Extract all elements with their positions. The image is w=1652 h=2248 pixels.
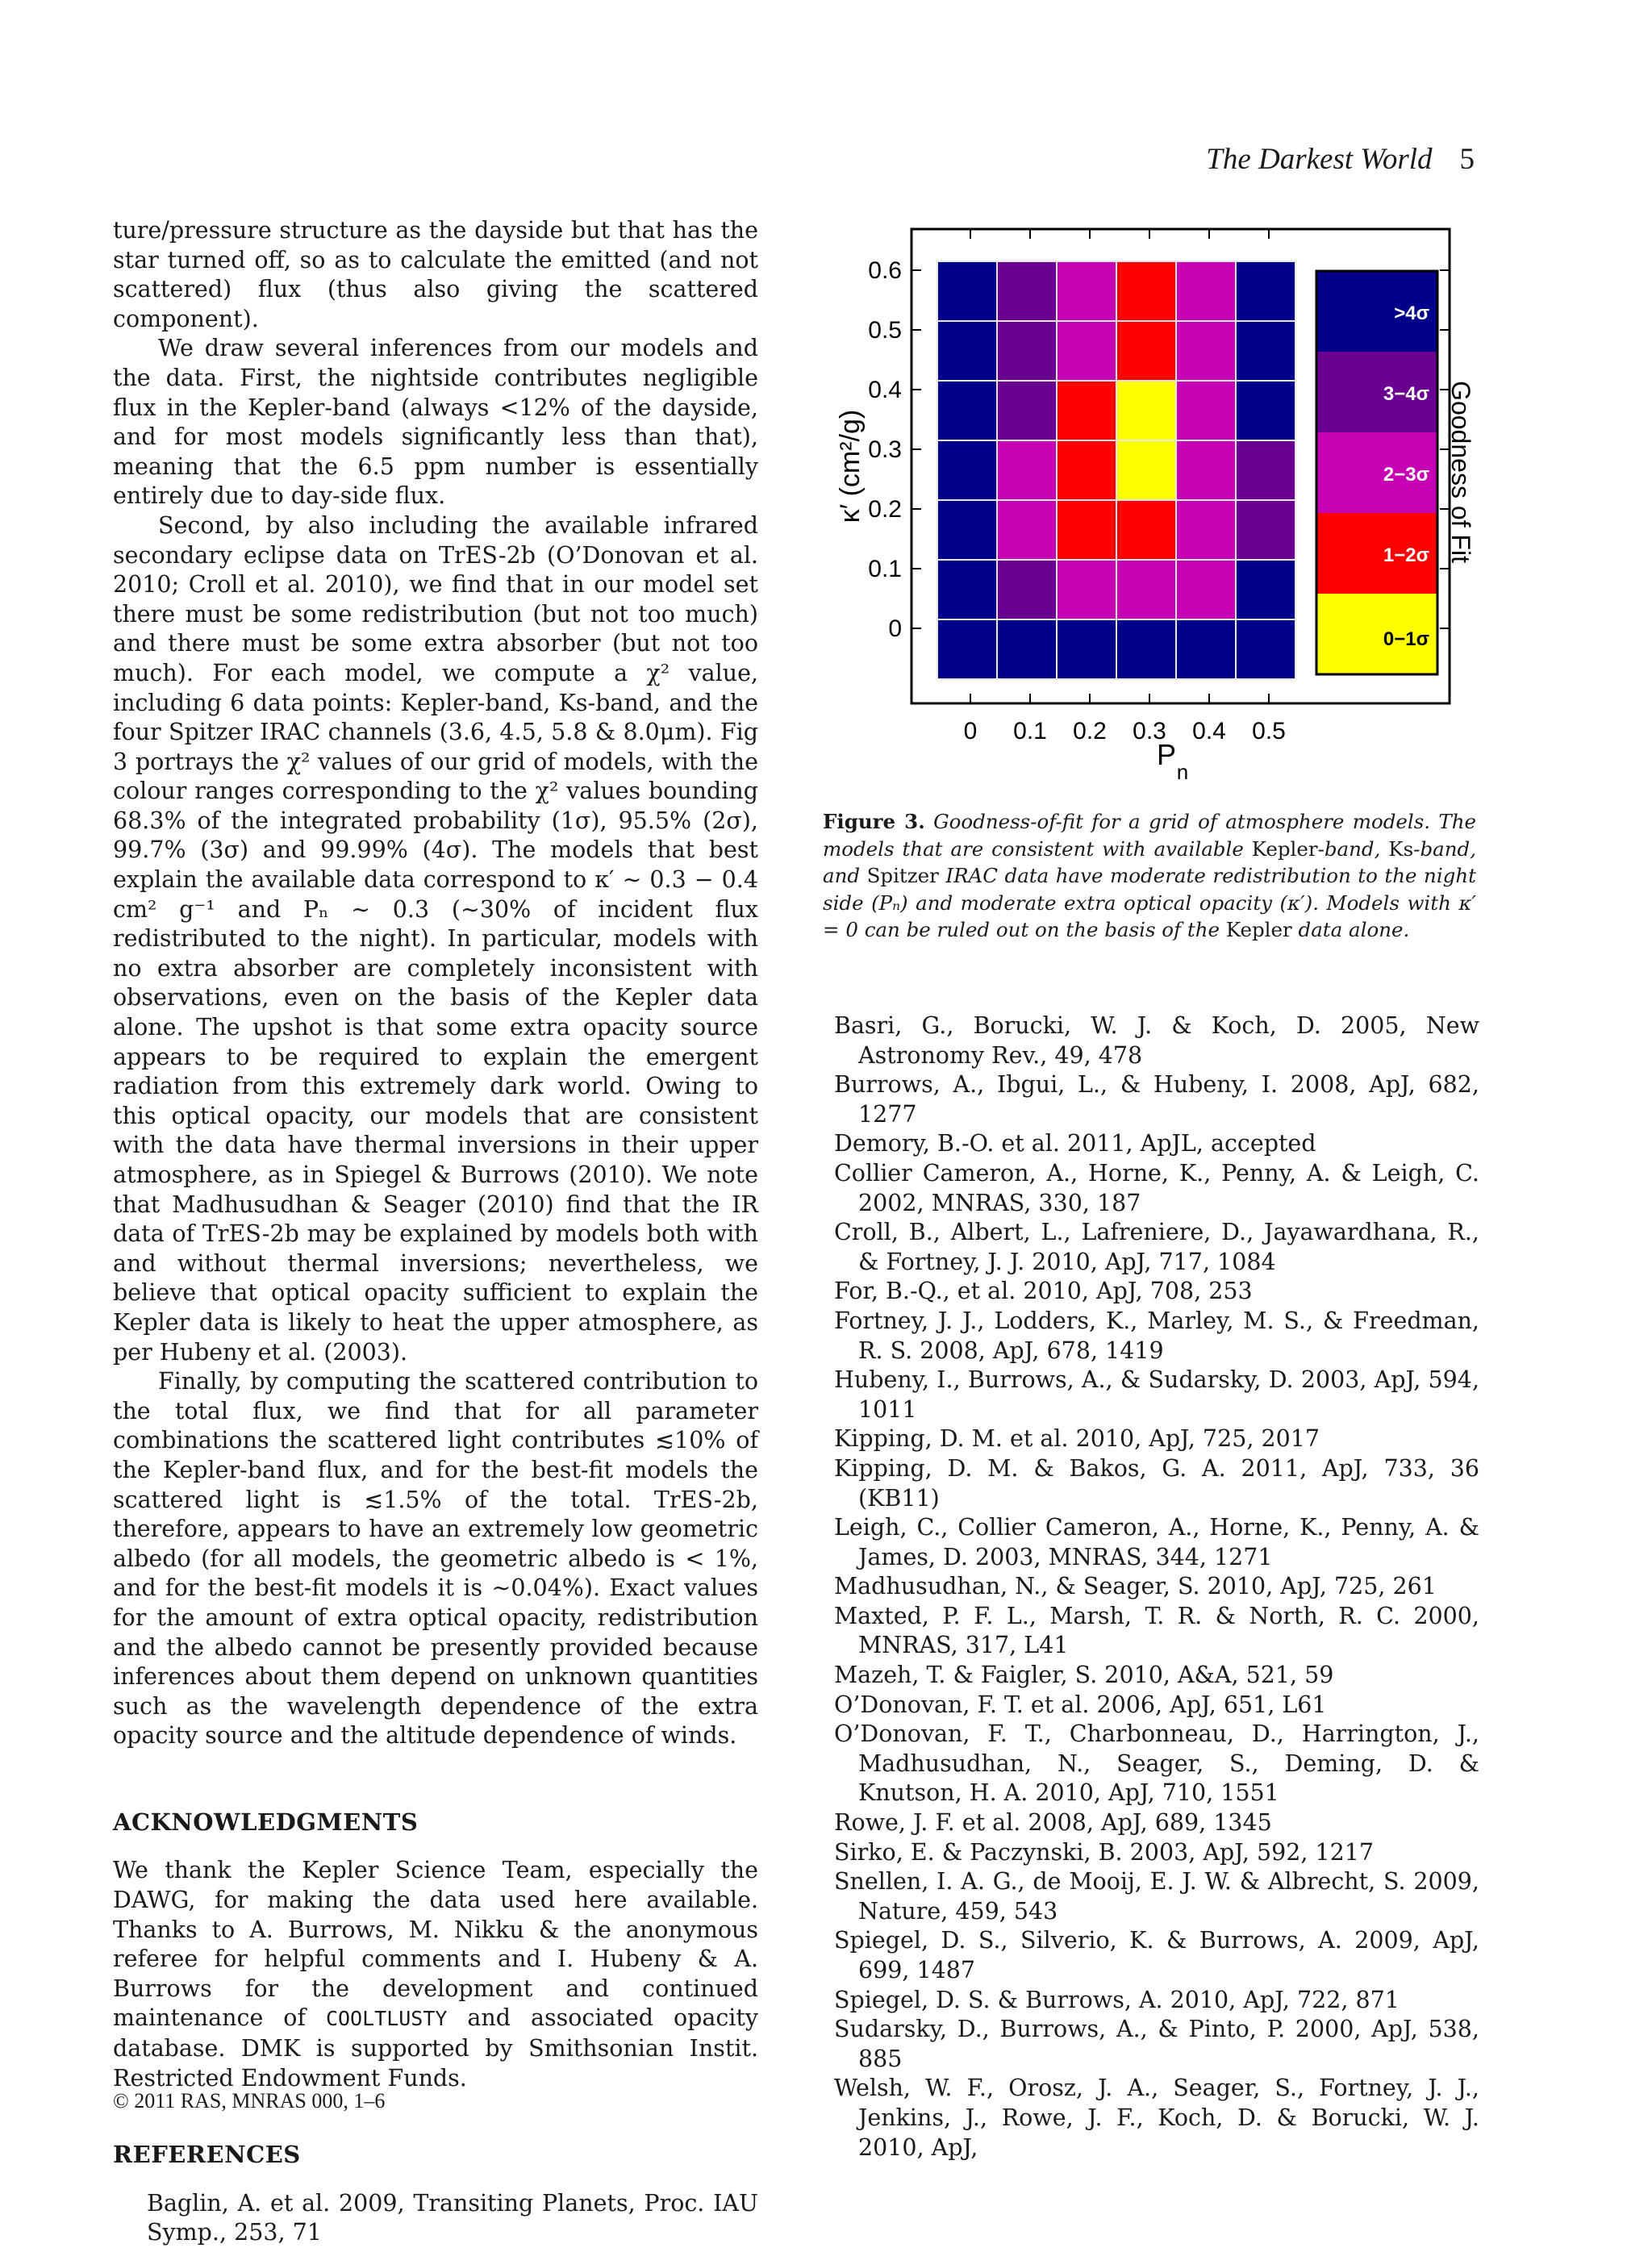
paragraph: Finally, by computing the scattered contribution to the total flux, we find that for all parameter combinations the scattered light contributes ≲10% of the Kepler-band flux, and for the best-fit models the scattered light is ≲1.5% of the total. TrES-2b, therefore, appears to have an extremely low geometric albedo (for all models, the geometric albedo is < 1%, and for the best-fit models it is ∼0.04%). Exact values for the amount of extra optical opacity, redistribution and the albedo cannot be presently provided because inferences about them depend on unknown quantities such as the wavelength dependence of the extra opacity source and the altitude dependence of winds. <box>113 1368 758 1750</box>
running-title: The Darkest World <box>1206 143 1433 176</box>
y-tick-label: 0 <box>888 615 902 642</box>
running-head <box>1206 142 1475 177</box>
heatmap-cell <box>1176 440 1236 500</box>
heatmap-cell <box>1116 381 1176 440</box>
heatmap-cell <box>997 381 1057 440</box>
reference-item: Croll, B., Albert, L., Lafreniere, D., Jayawardhana, R., & Fortney, J. J. 2010, ApJ, 717, 1084 <box>834 1219 1479 1275</box>
reference-item: Baglin, A. et al. 2009, Transiting Planets, Proc. IAU Symp., 253, 71 <box>147 2189 758 2246</box>
x-tick-label: 0.3 <box>1133 718 1166 744</box>
reference-item: For, B.-Q., et al. 2010, ApJ, 708, 253 <box>834 1278 1253 1305</box>
reference-item: Snellen, I. A. G., de Mooij, E. J. W. & Albrecht, S. 2009, Nature, 459, 543 <box>834 1868 1479 1925</box>
colorbar-label: 3−4σ <box>1383 383 1429 405</box>
figure-caption <box>823 808 1476 944</box>
heatmap-cell <box>1176 500 1236 560</box>
ack-text-b: and associated opacity database. DMK is supported by Smithsonian Instit. Restricted Endowment Funds. <box>113 2004 758 2092</box>
references-heading: REFERENCES <box>113 2141 301 2169</box>
reference-item: Sirko, E. & Paczynski, B. 2003, ApJ, 592, 1217 <box>834 1838 1375 1866</box>
caption-text: -band, and <box>823 836 1476 887</box>
caption-text: -band, <box>1317 836 1381 861</box>
caption-text: IRAC data have moderate redistribution to the night side (Pₙ) and moderate extra optical opacity (κ′). Models with κ′ = 0 can be ruled out on the basis of the <box>823 864 1476 941</box>
paragraph: ture/pressure structure as the dayside but that has the star turned off, so as to calculate the emitted (and not scattered) flux (thus also giving the scattered component). <box>113 217 758 332</box>
caption-text: Goodness-of-fit for a grid of atmosphere models. The models that are consistent with available <box>823 810 1476 861</box>
heatmap-cell <box>1176 619 1236 679</box>
footer: © 2011 RAS, MNRAS 000, 1–6 <box>113 2089 386 2112</box>
figure-3 <box>823 218 1492 799</box>
left-column <box>113 216 758 2248</box>
caption-ks: Ks <box>1388 836 1414 861</box>
colorbar-title: Goodness of Fit <box>1446 381 1475 563</box>
heatmap-cell <box>1236 440 1295 500</box>
x-axis-label-subscript: n <box>1176 760 1189 784</box>
heatmap-cell <box>1057 619 1116 679</box>
ack-code-name: COOLTLUSTY <box>325 2007 448 2031</box>
reference-item: Collier Cameron, A., Horne, K., Penny, A. & Leigh, C. 2002, MNRAS, 330, 187 <box>834 1159 1479 1216</box>
heatmap-cell <box>937 619 997 679</box>
heatmap-cell <box>1176 560 1236 619</box>
colorbar-label: 0−1σ <box>1383 628 1429 650</box>
heatmap-cell <box>1236 560 1295 619</box>
heatmap-cell <box>1057 261 1116 321</box>
reference-item: Burrows, A., Ibgui, L., & Hubeny, I. 2008, ApJ, 682, 1277 <box>834 1071 1479 1128</box>
paragraph: Second, by also including the available infrared secondary eclipse data on TrES-2b (O’Donovan et al. 2010; Croll et al. 2010), we find that in our model set there must be some redistribution (but not too much) and there must be some extra absorber (but not too much). For each model, we compute a χ² value, including 6 data points: Kepler-band, Ks-band, and the four Spitzer IRAC channels (3.6, 4.5, 5.8 & 8.0μm). Fig 3 portrays the χ² values of our grid of models, with the colour ranges corresponding to the χ² values bounding 68.3% of the integrated probability (1σ), 95.5% (2σ), 99.7% (3σ) and 99.99% (4σ). The models that best explain the available data correspond to κ′ ∼ 0.3 − 0.4 cm² g⁻¹ and Pₙ ∼ 0.3 (∼30% of incident flux redistributed to the night). In particular, models with no extra absorber are completely inconsistent with observations, even on the basis of the Kepler data alone. The upshot is that some extra opacity source appears to be required to explain the emergent radiation from this extremely dark world. Owing to this optical opacity, our models that are consistent with the data have thermal inversions in their upper atmosphere, as in Spiegel & Burrows (2010). We note that Madhusudhan & Seager (2010) find that the IR data of TrES-2b may be explained by models both with and without thermal inversions; nevertheless, we believe that optical opacity sufficient to explain the Kepler data is likely to heat the upper atmosphere, as per Hubeny et al. (2003). <box>113 511 758 1366</box>
heatmap-cell <box>1236 321 1295 381</box>
heatmap-cell <box>1176 381 1236 440</box>
heatmap-cell <box>1236 381 1295 440</box>
heatmap-cell <box>1236 619 1295 679</box>
heatmap-cell <box>1116 440 1176 500</box>
reference-item: Leigh, C., Collier Cameron, A., Horne, K., Penny, A. & James, D. 2003, MNRAS, 344, 1271 <box>834 1514 1479 1570</box>
heatmap-cell <box>997 321 1057 381</box>
heatmap-cell <box>997 619 1057 679</box>
caption-kepler: Kepler <box>1225 918 1292 941</box>
x-tick-label: 0.5 <box>1252 718 1286 744</box>
ack-text-a: We thank the Kepler Science Team, especially the DAWG, for making the data used here available. Thanks to A. Burrows, M. Nikku & the anonymous referee for helpful comments and I. Hubeny & A. Burrows for the development and continued maintenance of <box>113 1857 758 2032</box>
heatmap-cell <box>1057 500 1116 560</box>
reference-item: Fortney, J. J., Lodders, K., Marley, M. S., & Freedman, R. S. 2008, ApJ, 678, 1419 <box>834 1307 1479 1364</box>
reference-item: Spiegel, D. S., Silverio, K. & Burrows, A. 2009, ApJ, 699, 1487 <box>834 1927 1479 1983</box>
x-axis-label: P <box>1156 738 1177 771</box>
y-tick-label: 0.2 <box>868 496 902 523</box>
heatmap-cell <box>1236 261 1295 321</box>
reference-item: Madhusudhan, N., & Seager, S. 2010, ApJ, 725, 261 <box>834 1573 1437 1600</box>
reference-list <box>124 2189 758 2248</box>
y-tick-label: 0.3 <box>868 436 902 463</box>
reference-item: O’Donovan, F. T., Charbonneau, D., Harrington, J., Madhusudhan, N., Seager, S., Deming, D. & Knutson, H. A. 2010, ApJ, 710, 1551 <box>834 1720 1479 1807</box>
y-axis-label: κ′ (cm²/g) <box>835 409 866 523</box>
heatmap-cell <box>937 381 997 440</box>
reference-item: Welsh, W. F., Orosz, J. A., Seager, S., Fortney, J. J., Jenkins, J., Rowe, J. F., Koch, D. & Borucki, W. J. 2010, ApJ, <box>834 2075 1479 2161</box>
heatmap-cell <box>1057 560 1116 619</box>
heatmap-cell <box>937 440 997 500</box>
heatmap-cell <box>1236 500 1295 560</box>
x-tick-label: 0.4 <box>1192 718 1226 744</box>
y-tick-label: 0.1 <box>868 556 902 582</box>
caption-label: Figure 3. <box>823 810 925 833</box>
reference-item: Basri, G., Borucki, W. J. & Koch, D. 2005, New Astronomy Rev., 49, 478 <box>834 1012 1479 1069</box>
caption-spitzer: Spitzer <box>866 864 939 887</box>
reference-item: Maxted, P. F. L., Marsh, T. R. & North, R. C. 2000, MNRAS, 317, L41 <box>834 1602 1479 1659</box>
heatmap-cell <box>1116 261 1176 321</box>
heatmap-cell <box>1116 560 1176 619</box>
acknowledgments-text <box>113 1856 758 2093</box>
right-reference-list <box>834 1011 1479 2163</box>
heatmap-cell <box>1176 261 1236 321</box>
colorbar-label: 2−3σ <box>1383 464 1429 486</box>
heatmap-cell <box>1116 500 1176 560</box>
y-tick-label: 0.6 <box>868 257 902 284</box>
heatmap-cell <box>1116 321 1176 381</box>
reference-item: Sudarsky, D., Burrows, A., & Pinto, P. 2000, ApJ, 538, 885 <box>834 2016 1479 2072</box>
heatmap-cell <box>937 560 997 619</box>
colorbar-label: 1−2σ <box>1383 544 1429 566</box>
reference-item: Hubeny, I., Burrows, A., & Sudarsky, D. 2003, ApJ, 594, 1011 <box>834 1366 1479 1423</box>
heatmap-cell <box>1057 440 1116 500</box>
y-tick-label: 0.4 <box>868 377 902 403</box>
heatmap-cell <box>997 500 1057 560</box>
x-tick-label: 0.1 <box>1013 718 1047 744</box>
heatmap-cell <box>937 500 997 560</box>
y-tick-label: 0.5 <box>868 317 902 344</box>
heatmap-cell <box>1057 381 1116 440</box>
heatmap-cell <box>1116 619 1176 679</box>
heatmap-cell <box>997 440 1057 500</box>
reference-item: O’Donovan, F. T. et al. 2006, ApJ, 651, L61 <box>834 1691 1327 1718</box>
heatmap-cell <box>1057 321 1116 381</box>
reference-item: Rowe, J. F. et al. 2008, ApJ, 689, 1345 <box>834 1809 1272 1837</box>
caption-kepler: Kepler <box>1251 836 1318 861</box>
reference-item: Kipping, D. M. et al. 2010, ApJ, 725, 2017 <box>834 1425 1320 1453</box>
reference-item: Demory, B.-O. et al. 2011, ApJL, accepted <box>834 1130 1316 1157</box>
acknowledgments-heading: ACKNOWLEDGMENTS <box>113 1808 419 1836</box>
reference-item: Mazeh, T. & Faigler, S. 2010, A&A, 521, 59 <box>834 1662 1334 1689</box>
heatmap-cell <box>1176 321 1236 381</box>
reference-item: Spiegel, D. S. & Burrows, A. 2010, ApJ, 722, 871 <box>834 1986 1400 2013</box>
caption-text: data alone. <box>1298 918 1410 941</box>
heatmap-cell <box>937 321 997 381</box>
x-tick-label: 0.2 <box>1073 718 1107 744</box>
heatmap-cell <box>997 560 1057 619</box>
paragraph: We draw several inferences from our models and the data. First, the nightside contributes negligible flux in the Kepler-band (always <12% of the dayside, and for most models significantly less than that), meaning that the 6.5 ppm number is essentially entirely due to day-side flux. <box>113 335 758 510</box>
heatmap-cell <box>937 261 997 321</box>
heatmap-cell <box>997 261 1057 321</box>
goodness-of-fit-heatmap <box>823 218 1492 799</box>
x-tick-label: 0 <box>963 718 978 744</box>
colorbar-label: >4σ <box>1394 302 1429 324</box>
page-number: 5 <box>1459 143 1475 176</box>
reference-item: Kipping, D. M. & Bakos, G. A. 2011, ApJ, 733, 36 (KB11) <box>834 1454 1479 1512</box>
